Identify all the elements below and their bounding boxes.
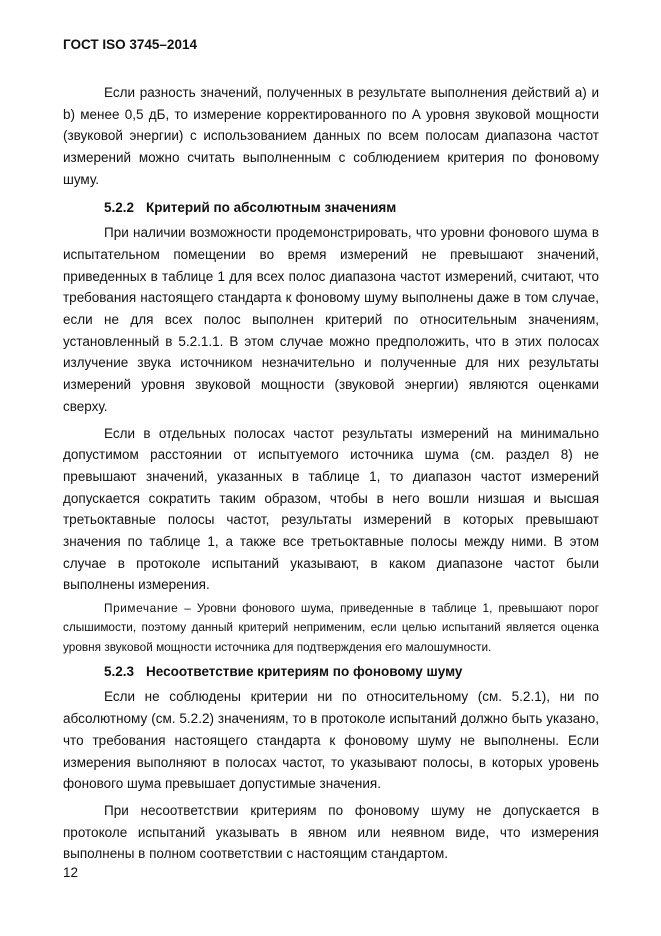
page-body (63, 82, 599, 865)
paragraph-background-difference: Если разность значений, полученных в результате выполнения действий а) и b) менее 0,5 дБ, то измерение корректированного по А уровня звуковой мощности (звуковой энергии) с использованием данных по всем полосам диапазона частот измерений можно считать выполненным с соблюдением критерия по фоновому шуму. (63, 85, 599, 187)
note (63, 599, 599, 657)
paragraph-noncompliance: Если не соблюдены критерии ни по относительному (см. 5.2.1), ни по абсолютному (см. 5.2.2) значениям, то в протоколе испытаний должно быть указано, что требования настоящего стандарта к фоновому шуму не выполнены. Если измерения выполняют в полосах частот, то указывают полосы, в которых уровень фонового шума превышает допустимые значения. (63, 689, 599, 792)
section-title: Несоответствие критериям по фоновому шуму (146, 663, 463, 679)
section-title: Критерий по абсолютным значениям (146, 199, 397, 215)
page-number: 12 (63, 865, 79, 880)
section-number: 5.2.3 (104, 663, 135, 679)
paragraph-absolute-criterion: При наличии возможности продемонстрировать, что уровни фонового шума в испытательном помещении во время измерений не превышают значений, приведенных в таблице 1 для всех полос диапазона частот измерений, считают, что требования настоящего стандарта к фоновому шуму выполнены даже в том случае, если не для всех полос выполнен критерий по относительным значениям, установленный в 5.2.1.1. В этом случае можно предположить, что в этих полосах излучение звука источником незначительно и полученные для них результаты измерений уровня звуковой мощности (звуковой энергии) являются оценками сверху. (63, 225, 599, 414)
document-header: ГОСТ ISO 3745–2014 (63, 37, 197, 52)
section-number: 5.2.2 (104, 199, 135, 215)
note-text: – Уровни фонового шума, приведенные в таблице 1, превышают порог слышимости, поэтому данный критерий неприменим, если целью испытаний является оценка уровня звуковой мощности источника для подтверждения его малошумности. (63, 601, 599, 654)
section-heading-5-2-3 (63, 661, 599, 683)
paragraph-frequency-range: Если в отдельных полосах частот результаты измерений на минимально допустимом расстоянии от испытуемого источника шума (см. раздел 8) не превышают значений, указанных в таблице 1, то диапазон частот измерений допускается сократить таким образом, чтобы в него вошли низшая и высшая третьоктавные полосы частот, результаты измерений в которых превышают значения по таблице 1, а также все третьоктавные полосы между ними. В этом случае в протоколе испытаний указывают, в каком диапазоне частот были выполнены измерения. (63, 425, 599, 593)
paragraph-protocol-statement: При несоответствии критериям по фоновому шуму не допускается в протоколе испытаний указывать в явном или неявном виде, что измерения выполнены в полном соответствии с настоящим стандартом. (63, 803, 599, 862)
section-heading-5-2-2 (63, 197, 599, 219)
note-label: Примечание (104, 601, 179, 616)
